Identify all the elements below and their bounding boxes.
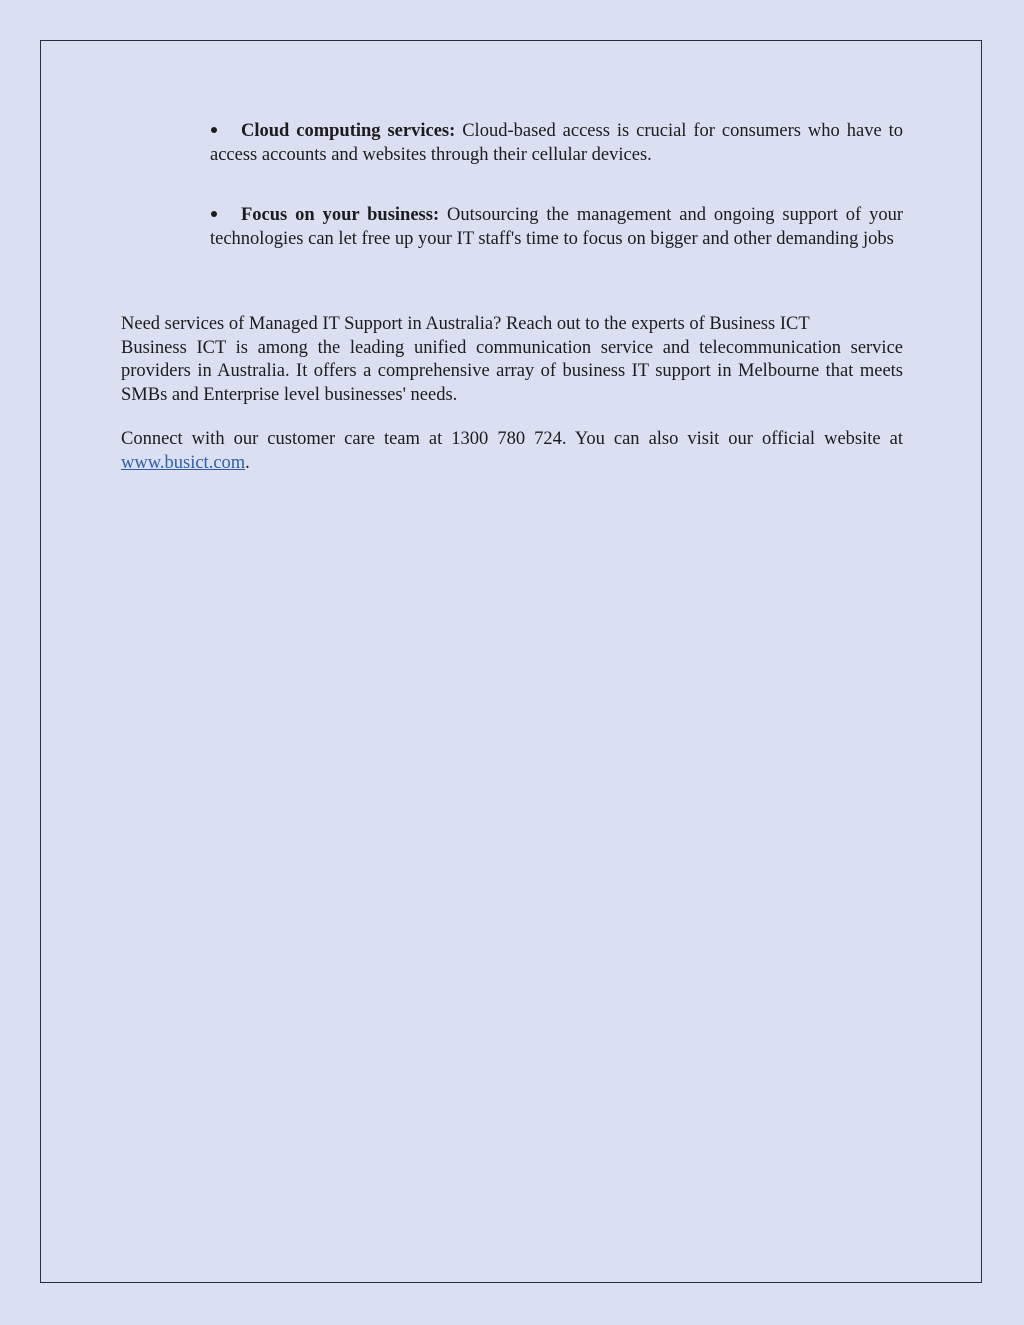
bullet-list [210,120,903,265]
bullet-term: Focus on your business: [241,205,440,225]
bullet-item-focus-business [210,204,903,251]
bullet-term: Cloud computing services: [241,121,456,141]
contact-end: . [245,452,250,473]
paragraph-line: Need services of Managed IT Support in Australia? Reach out to the experts of Business ICT [121,314,810,334]
bullet-icon [210,204,241,228]
bullet-item-cloud-computing [210,120,903,167]
bullet-icon [210,120,241,144]
paragraph-managed-it [121,313,903,407]
paragraph-body: Business ICT is among the leading unified communication service and telecommunication service providers in Australia. It offers a comprehensive array of business IT support in Melbourne that meets SMBs and Enterprise level businesses' needs. [121,337,903,405]
paragraph-contact [121,428,903,475]
contact-text: Connect with our customer care team at 1300 780 724. You can also visit our official website at [121,429,903,449]
bullet-text: Cloud-based access is crucial for consumers who have to access accounts and websites through their cellular devices. [210,121,903,165]
website-link[interactable]: www.busict.com [121,452,246,473]
bullet-text: Outsourcing the management and ongoing support of your technologies can let free up your IT staff's time to focus on bigger and other demanding jobs [210,205,903,249]
